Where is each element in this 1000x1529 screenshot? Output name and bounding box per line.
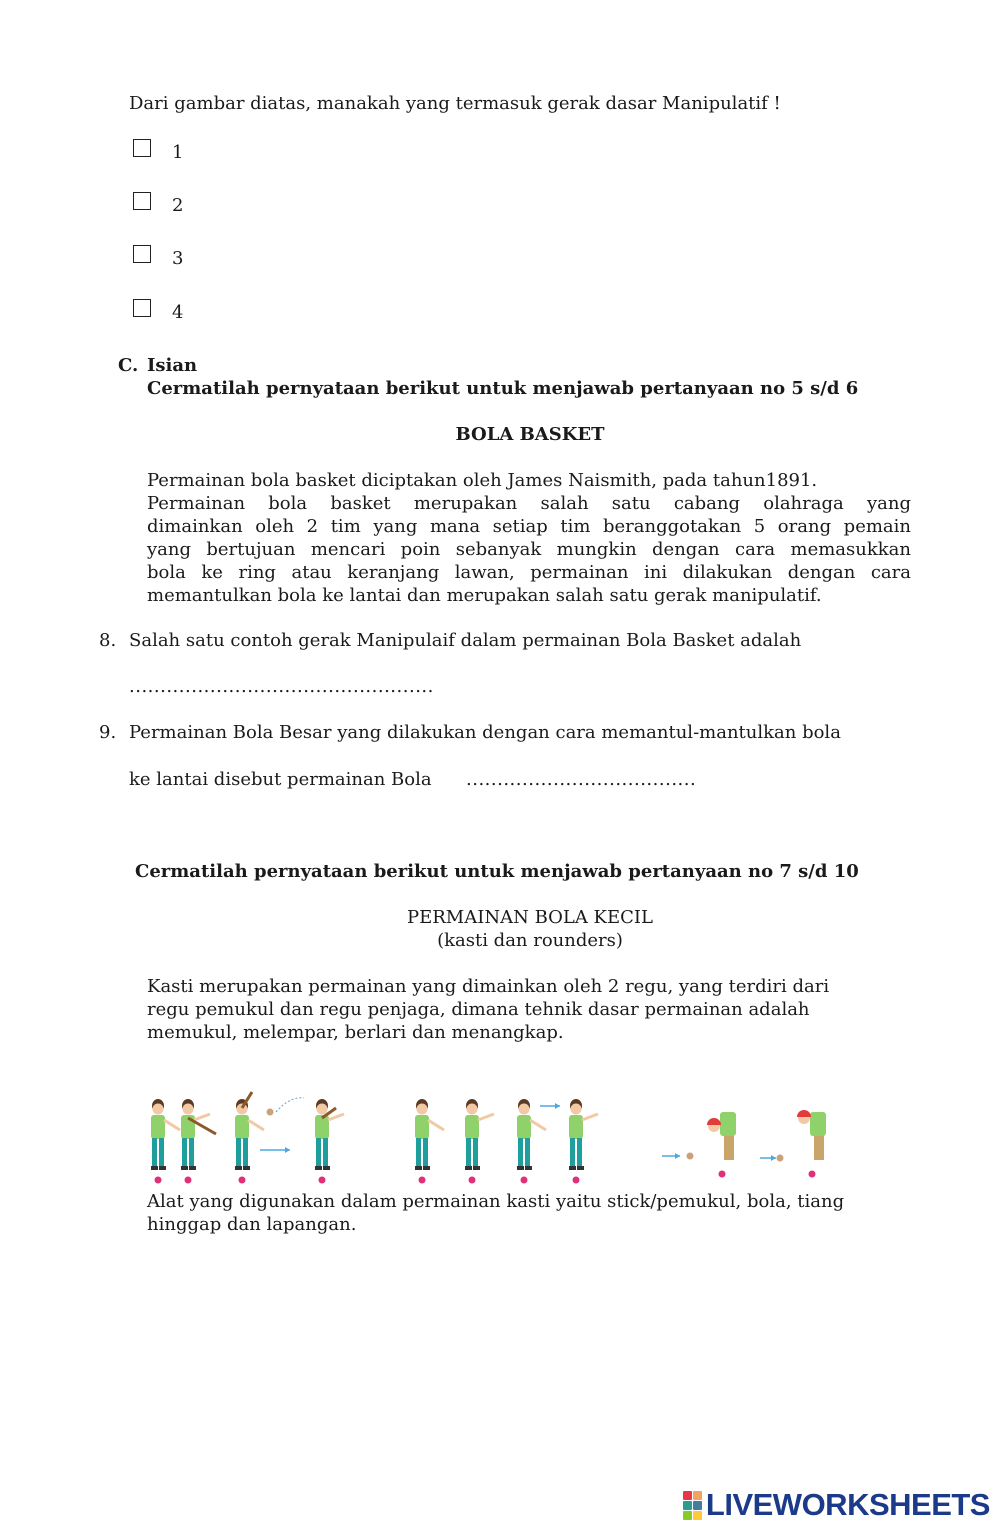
step-marker: [319, 1177, 326, 1184]
kid-arm: [428, 1120, 444, 1130]
kid-figure: [465, 1099, 480, 1170]
logo-tile: [693, 1491, 702, 1500]
kid-cap: [797, 1110, 811, 1117]
q8-text: Salah satu contoh gerak Manipulaif dalam permainan Bola Basket adalah: [129, 630, 802, 651]
step-marker: [419, 1177, 426, 1184]
kid-arm: [164, 1120, 180, 1130]
kasti-movements-illustration: [140, 1090, 860, 1188]
basket-line: memantulkan bola ke lantai dan merupakan salah satu gerak manipulatif.: [147, 585, 822, 606]
option-checkbox-3[interactable]: [133, 245, 151, 263]
basket-line: dimainkan oleh 2 tim yang mana setiap tim beranggotakan 5 orang pemain: [147, 516, 911, 537]
kasti-subheading: (kasti dan rounders): [437, 930, 623, 951]
option-label-1: 1: [172, 142, 184, 163]
alat-paragraph: [147, 1190, 907, 1236]
kid-figure: [235, 1099, 250, 1170]
kid-figure: [181, 1099, 196, 1170]
question-intro: Dari gambar diatas, manakah yang termasuk gerak dasar Manipulatif !: [129, 93, 781, 114]
q9-number: 9.: [99, 722, 117, 743]
arrow-head: [555, 1103, 560, 1109]
liveworksheets-logo: [683, 1487, 990, 1523]
kasti-line: regu pemukul dan regu penjaga, dimana tehnik dasar permainan adalah: [147, 999, 810, 1020]
alat-line: hinggap dan lapangan.: [147, 1214, 357, 1235]
ball-trajectory: [276, 1098, 304, 1112]
arrow-head: [285, 1147, 290, 1153]
kid-legs: [814, 1136, 824, 1160]
kid-arm: [328, 1114, 344, 1120]
kid-figure: [315, 1099, 330, 1170]
kid-cap: [707, 1118, 721, 1125]
kid-body: [720, 1112, 736, 1136]
logo-text: LIVEWORKSHEETS: [705, 1487, 990, 1522]
q9-text: Permainan Bola Besar yang dilakukan dengan cara memantul-mantulkan bola: [129, 722, 841, 743]
kid-arm: [582, 1114, 598, 1120]
logo-tile: [683, 1511, 692, 1520]
step-marker: [469, 1177, 476, 1184]
kid-arm: [248, 1120, 264, 1130]
logo-tile: [683, 1501, 692, 1510]
basket-line: bola ke ring atau keranjang lawan, permainan ini dilakukan dengan cara: [147, 562, 911, 583]
arrow-head: [771, 1155, 776, 1161]
basket-line: yang bertujuan mencari poin sebanyak mungkin dengan cara memasukkan: [147, 539, 911, 560]
section-c-instruction: Cermatilah pernyataan berikut untuk menjawab pertanyaan no 5 s/d 6: [147, 378, 859, 399]
alat-line: Alat yang digunakan dalam permainan kasti yaitu stick/pemukul, bola, tiang: [147, 1191, 845, 1212]
ball: [687, 1153, 694, 1160]
q8-answer-blank[interactable]: .................................................: [129, 676, 434, 697]
section-c-title: Isian: [147, 355, 198, 376]
logo-tile: [693, 1511, 702, 1520]
kid-figure: [517, 1099, 532, 1170]
kasti-paragraph: [147, 975, 907, 1044]
kid-body: [810, 1112, 826, 1136]
ball: [777, 1155, 784, 1162]
step-marker: [185, 1177, 192, 1184]
ball: [267, 1109, 274, 1116]
q8-number: 8.: [99, 630, 117, 651]
option-checkbox-1[interactable]: [133, 139, 151, 157]
kid-figure: [415, 1099, 430, 1170]
basket-paragraph: [147, 469, 911, 607]
arrow-head: [675, 1153, 680, 1159]
logo-tile: [693, 1501, 702, 1510]
q9-text-line2: ke lantai disebut permainan Bola: [129, 769, 432, 790]
kasti-line: Kasti merupakan permainan yang dimainkan oleh 2 regu, yang terdiri dari: [147, 976, 830, 997]
logo-tile: [683, 1491, 692, 1500]
option-label-3: 3: [172, 248, 184, 269]
basket-line: Permainan bola basket merupakan salah satu cabang olahraga yang: [147, 493, 911, 514]
kid-arm: [478, 1114, 494, 1120]
step-marker: [573, 1177, 580, 1184]
kid-arm: [530, 1120, 546, 1130]
option-label-2: 2: [172, 195, 184, 216]
kid-arm: [194, 1114, 210, 1120]
option-label-4: 4: [172, 302, 184, 323]
option-checkbox-4[interactable]: [133, 299, 151, 317]
basket-line: Permainan bola basket diciptakan oleh James Naismith, pada tahun1891.: [147, 470, 818, 491]
step-marker: [239, 1177, 246, 1184]
section-2-instruction: Cermatilah pernyataan berikut untuk menjawab pertanyaan no 7 s/d 10: [135, 861, 859, 882]
basket-heading: BOLA BASKET: [455, 424, 605, 445]
kid-figure: [569, 1099, 584, 1170]
step-marker: [809, 1171, 816, 1178]
step-marker: [155, 1177, 162, 1184]
kasti-heading: PERMAINAN BOLA KECIL: [407, 907, 653, 928]
step-marker: [521, 1177, 528, 1184]
section-c-letter: C.: [118, 355, 139, 376]
option-checkbox-2[interactable]: [133, 192, 151, 210]
step-marker: [719, 1171, 726, 1178]
q9-answer-blank[interactable]: .....................................: [466, 769, 697, 790]
kid-legs: [724, 1136, 734, 1160]
logo-grid-icon: [683, 1491, 702, 1520]
kid-figure: [151, 1099, 166, 1170]
kasti-line: memukul, melempar, berlari dan menangkap.: [147, 1022, 564, 1043]
